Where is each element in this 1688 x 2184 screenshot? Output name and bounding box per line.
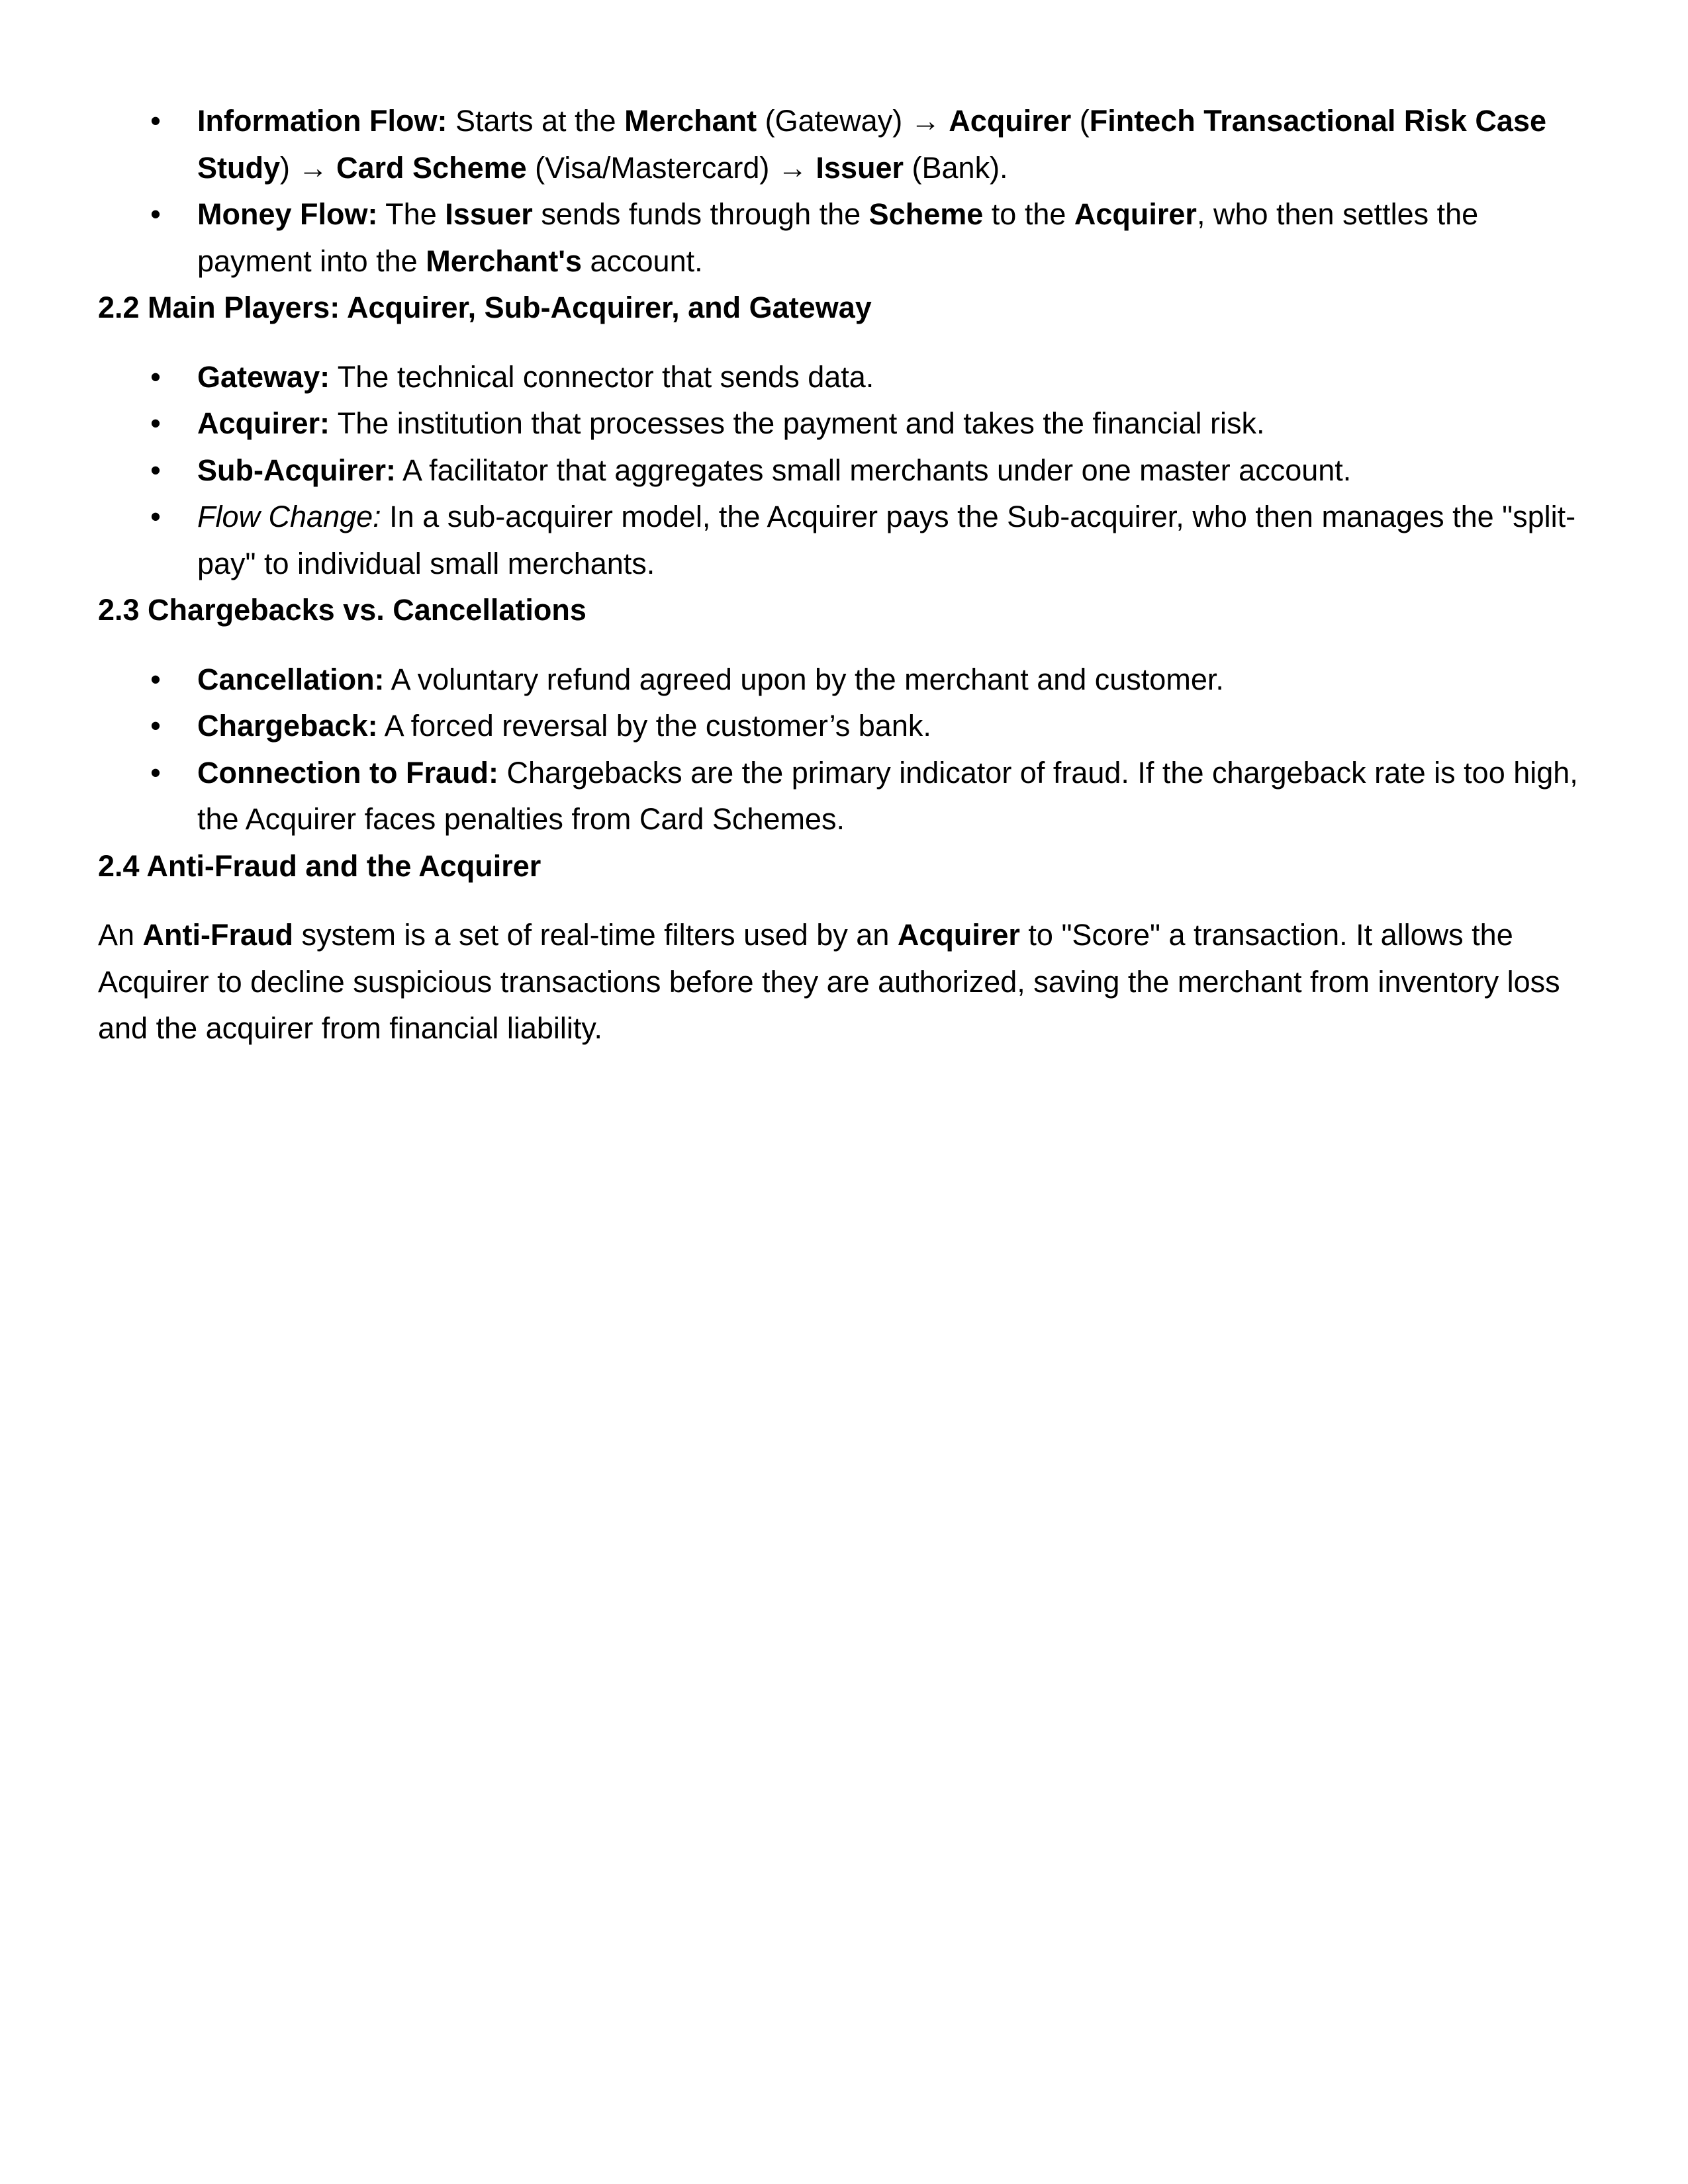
bullet-icon: •: [150, 709, 161, 743]
list-item-gateway: [98, 354, 1587, 401]
item-text: ) →: [280, 150, 337, 185]
item-text: to the: [983, 197, 1074, 231]
item-text: sends funds through the: [532, 197, 869, 231]
document-page: [98, 98, 1587, 1052]
list-item-cancellation: [98, 657, 1587, 704]
list-item-acquirer: [98, 400, 1587, 447]
item-label: Gateway:: [197, 359, 330, 394]
item-text: (: [1071, 104, 1090, 138]
paragraph-text: An: [98, 918, 143, 952]
item-text: In a sub-acquirer model, the Acquirer pays the Sub-acquirer, who then manages the "split-pay" to individual small merchants.: [197, 500, 1576, 580]
main-players-list: [98, 354, 1587, 588]
item-text: Chargebacks are the primary indicator of fraud. If the chargeback rate is too high, the Acquirer faces penalties from Card Schemes.: [197, 755, 1578, 836]
list-item-information-flow: [98, 98, 1587, 191]
bold-term: Anti-Fraud: [142, 918, 294, 952]
bold-term: Acquirer: [1074, 197, 1197, 231]
item-label: Flow Change:: [197, 500, 381, 533]
item-text: The: [377, 197, 445, 231]
anti-fraud-paragraph: [98, 912, 1587, 1052]
item-text: The technical connector that sends data.: [330, 359, 874, 394]
section-heading-main-players: 2.2 Main Players: Acquirer, Sub-Acquirer, and Gateway: [98, 291, 872, 324]
item-text: A facilitator that aggregates small merchants under one master account.: [396, 453, 1352, 487]
bold-term: Issuer: [445, 197, 533, 231]
bold-term: Merchant's: [426, 244, 582, 278]
item-label: Chargeback:: [197, 709, 378, 743]
bullet-icon: •: [150, 406, 161, 440]
item-label: Information Flow:: [197, 104, 447, 138]
bullet-icon: •: [150, 500, 161, 533]
item-text: (Bank).: [904, 150, 1008, 185]
bold-term: Fintech Transactional Risk Case Study: [197, 104, 1547, 185]
section-heading-chargebacks: 2.3 Chargebacks vs. Cancellations: [98, 593, 586, 627]
flow-list: [98, 98, 1587, 285]
bullet-icon: •: [150, 755, 161, 790]
bold-term: Scheme: [868, 197, 984, 231]
list-item-flow-change: [98, 494, 1587, 587]
item-label: Connection to Fraud:: [197, 755, 498, 790]
chargebacks-list: [98, 657, 1587, 843]
list-item-chargeback: [98, 703, 1587, 750]
section-heading-anti-fraud: 2.4 Anti-Fraud and the Acquirer: [98, 848, 541, 883]
item-text: Starts at the: [447, 104, 625, 138]
bold-term: Issuer: [816, 150, 904, 185]
list-item-money-flow: [98, 191, 1587, 285]
bullet-icon: •: [150, 359, 161, 394]
bold-term: Card Scheme: [336, 150, 527, 185]
bold-term: Acquirer: [949, 104, 1072, 138]
list-item-sub-acquirer: [98, 447, 1587, 494]
paragraph-text: to "Score" a transaction. It allows the Acquirer to decline suspicious transactions before they are authorized, saving the merchant from inventory loss and the acquirer from financial liability.: [98, 918, 1560, 1045]
list-item-connection-to-fraud: [98, 750, 1587, 843]
bold-term: Merchant: [624, 104, 757, 138]
item-label: Sub-Acquirer:: [197, 453, 397, 487]
item-text: , who then settles the payment into the: [197, 197, 1479, 278]
item-text: (Gateway) →: [757, 104, 949, 138]
bullet-icon: •: [150, 104, 161, 138]
bullet-icon: •: [150, 453, 161, 487]
paragraph-text: system is a set of real-time filters used by an: [293, 918, 898, 952]
item-label: Money Flow:: [197, 197, 378, 231]
bold-term: Acquirer: [897, 918, 1020, 952]
item-label: Acquirer:: [197, 406, 330, 440]
item-text: A voluntary refund agreed upon by the merchant and customer.: [384, 662, 1224, 696]
bullet-icon: •: [150, 662, 161, 696]
item-text: A forced reversal by the customer’s bank.: [377, 709, 931, 743]
bullet-icon: •: [150, 197, 161, 231]
item-text: The institution that processes the payment and takes the financial risk.: [330, 406, 1265, 440]
item-label: Cancellation:: [197, 662, 385, 696]
item-text: (Visa/Mastercard) →: [526, 150, 816, 185]
item-text: account.: [582, 244, 703, 278]
